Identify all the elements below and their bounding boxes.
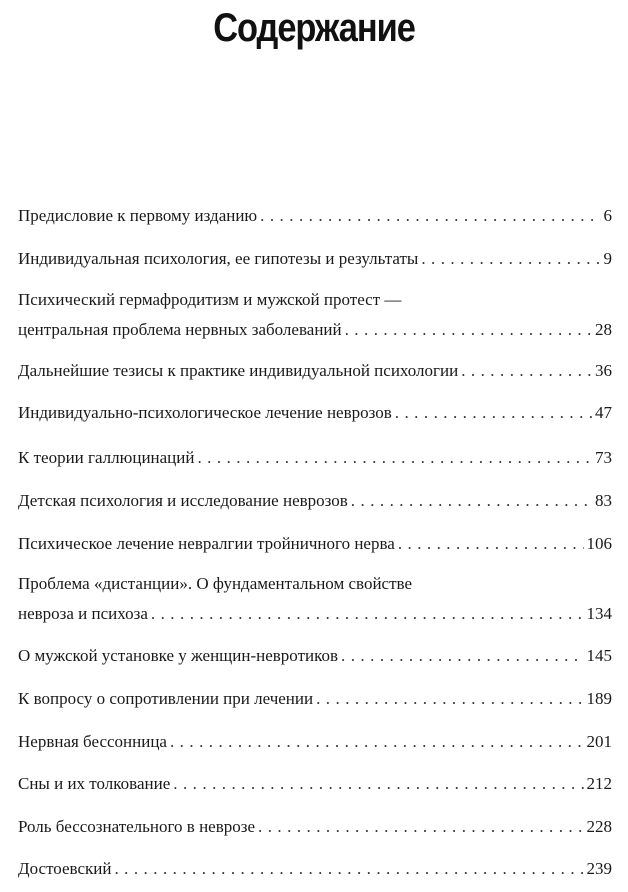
toc-entry-page: 134 (586, 604, 612, 623)
toc-entry-title: Психический гермафродитизм и мужской протест — (18, 290, 402, 309)
dot-leader (114, 854, 583, 884)
toc-entry-page: 106 (586, 534, 612, 553)
dot-leader (197, 443, 592, 473)
page-title: Содержание (213, 6, 415, 50)
toc-entry-page: 201 (586, 732, 612, 751)
toc-entry (18, 769, 612, 799)
toc-entry-title: К вопросу о сопротивлении при лечении (18, 689, 314, 708)
dot-leader (421, 244, 600, 274)
dot-leader (351, 486, 592, 516)
dot-leader (395, 398, 592, 428)
dot-leader (258, 812, 583, 842)
toc-entry-page: 145 (586, 646, 612, 665)
toc-entry-title: Проблема «дистанции». О фундаментальном свойстве (18, 574, 412, 593)
toc-entry-title: К теории галлюцинаций (18, 448, 195, 467)
toc-entry (18, 244, 612, 274)
toc-entry (18, 398, 612, 428)
toc-entry (18, 854, 612, 884)
toc-entry-title: Дальнейшие тезисы к практике индивидуальной психологии (18, 361, 459, 380)
dot-leader (345, 315, 592, 345)
toc-entry-title: Психическое лечение невралгии тройничного нерва (18, 534, 395, 553)
toc-entry-title: Индивидуальная психология, ее гипотезы и результаты (18, 249, 419, 268)
toc-entry-page: 6 (603, 206, 612, 225)
toc-entry-page: 47 (595, 403, 612, 422)
toc-entry-page: 189 (586, 689, 612, 708)
toc-entry (18, 201, 612, 231)
toc-entry (18, 812, 612, 842)
toc-entry (18, 641, 612, 671)
toc-entry-title: Достоевский (18, 859, 112, 878)
dot-leader (461, 356, 592, 386)
toc-entry-title: О мужской установке у женщин-невротиков (18, 646, 339, 665)
toc-entry-title: Нервная бессонница (18, 732, 167, 751)
dot-leader (173, 769, 583, 799)
toc-entry (18, 727, 612, 757)
toc-entry (18, 569, 612, 629)
dot-leader (341, 641, 583, 671)
toc-entry (18, 684, 612, 714)
toc-entry-title: Роль бессознательного в неврозе (18, 817, 256, 836)
toc-entry-page: 9 (603, 249, 612, 268)
toc-entry-page: 239 (586, 859, 612, 878)
toc-entry-title: Индивидуально-психологическое лечение неврозов (18, 403, 392, 422)
toc-entry (18, 529, 612, 559)
toc-entry-title: Предисловие к первому изданию (18, 206, 258, 225)
toc-entry-page: 212 (586, 774, 612, 793)
toc-entry-title-continued: центральная проблема нервных заболеваний (18, 320, 342, 339)
toc-entry-title: Детская психология и исследование неврозов (18, 491, 348, 510)
dot-leader (398, 529, 584, 559)
dot-leader (316, 684, 583, 714)
toc-entry-title: Сны и их толкование (18, 774, 171, 793)
toc-entry (18, 443, 612, 473)
toc-entry (18, 486, 612, 516)
toc-entry-page: 28 (595, 320, 612, 339)
toc-entry-page: 73 (595, 448, 612, 467)
toc-entry-title-continued: невроза и психоза (18, 604, 148, 623)
dot-leader (260, 201, 600, 231)
toc-entry (18, 285, 612, 345)
dot-leader (151, 599, 584, 629)
toc-entry-page: 228 (586, 817, 612, 836)
toc-entry (18, 356, 612, 386)
dot-leader (170, 727, 584, 757)
toc-entry-page: 36 (595, 361, 612, 380)
toc-entry-page: 83 (595, 491, 612, 510)
